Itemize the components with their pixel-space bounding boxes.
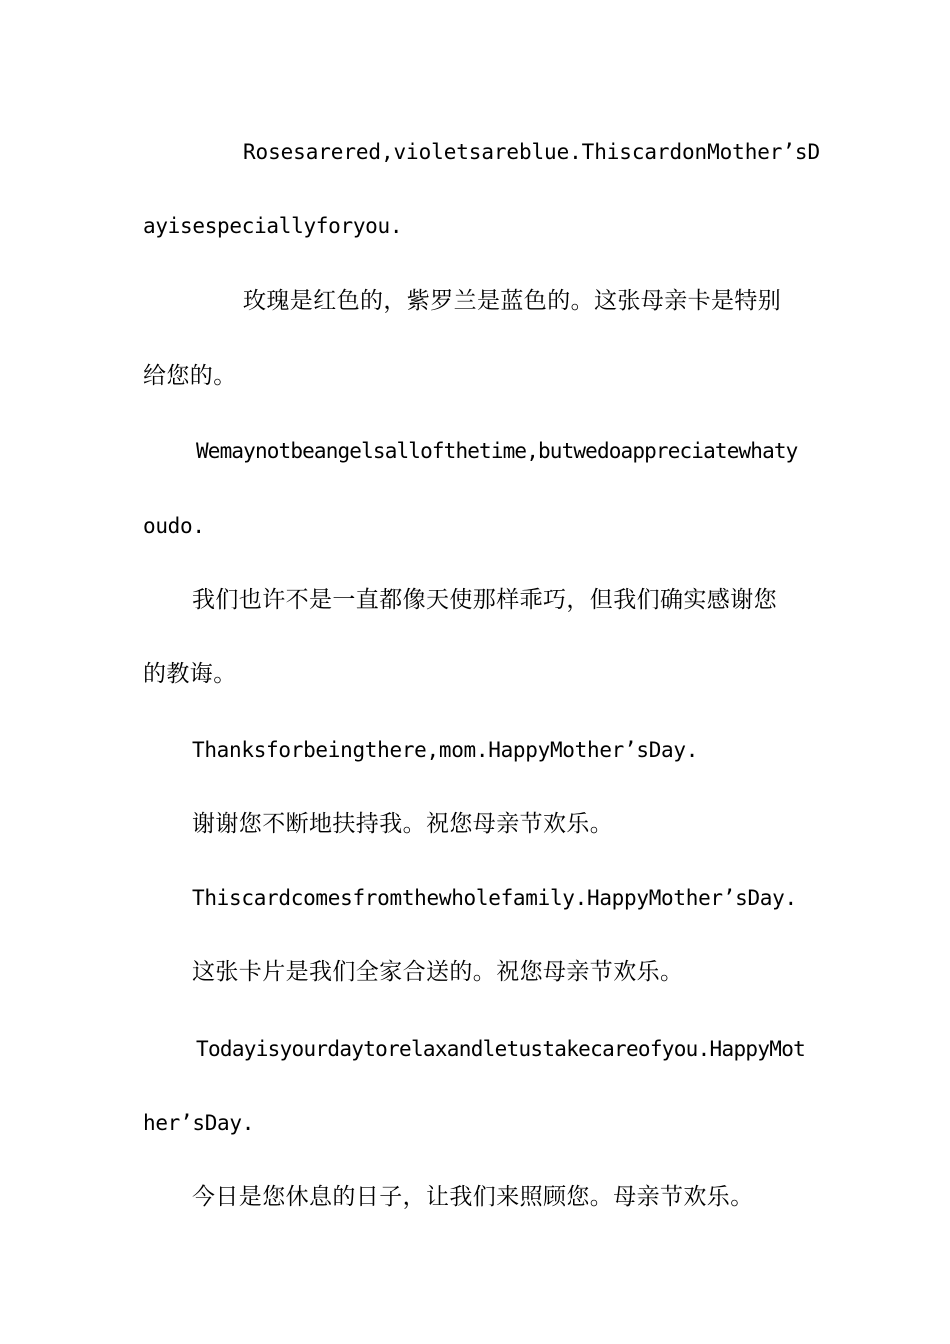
paragraph-2-line-1: 玫瑰是红色的，紫罗兰是蓝色的。这张母亲卡是特别 xyxy=(243,288,782,314)
paragraph-8-line-1: 这张卡片是我们全家合送的。祝您母亲节欢乐。 xyxy=(192,959,684,985)
paragraph-1-line-1: Rosesarered,violetsareblue.ThiscardonMother’sD xyxy=(243,140,820,164)
paragraph-7-line-1: Thiscardcomesfromthewholefamily.HappyMother’sDay. xyxy=(192,886,797,910)
paragraph-5-line-1: Thanksforbeingthere,mom.HappyMother’sDay. xyxy=(192,738,699,762)
paragraph-4-line-2: 的教诲。 xyxy=(143,661,237,687)
paragraph-9-line-1: Todayisyourdaytorelaxandletustakecareofyou.HappyMot xyxy=(196,1037,806,1061)
paragraph-3-line-2: oudo. xyxy=(143,514,205,538)
paragraph-10-line-1: 今日是您休息的日子，让我们来照顾您。母亲节欢乐。 xyxy=(192,1184,754,1210)
paragraph-1-line-2: ayisespeciallyforyou. xyxy=(143,214,403,238)
paragraph-4-line-1: 我们也许不是一直都像天使那样乖巧，但我们确实感谢您 xyxy=(192,587,777,613)
paragraph-6-line-1: 谢谢您不断地扶持我。祝您母亲节欢乐。 xyxy=(192,811,614,837)
paragraph-9-line-2: her’sDay. xyxy=(143,1111,255,1135)
paragraph-3-line-1: Wemaynotbeangelsallofthetime,butwedoappreciatewhaty xyxy=(196,439,798,463)
paragraph-2-line-2: 给您的。 xyxy=(143,363,237,389)
